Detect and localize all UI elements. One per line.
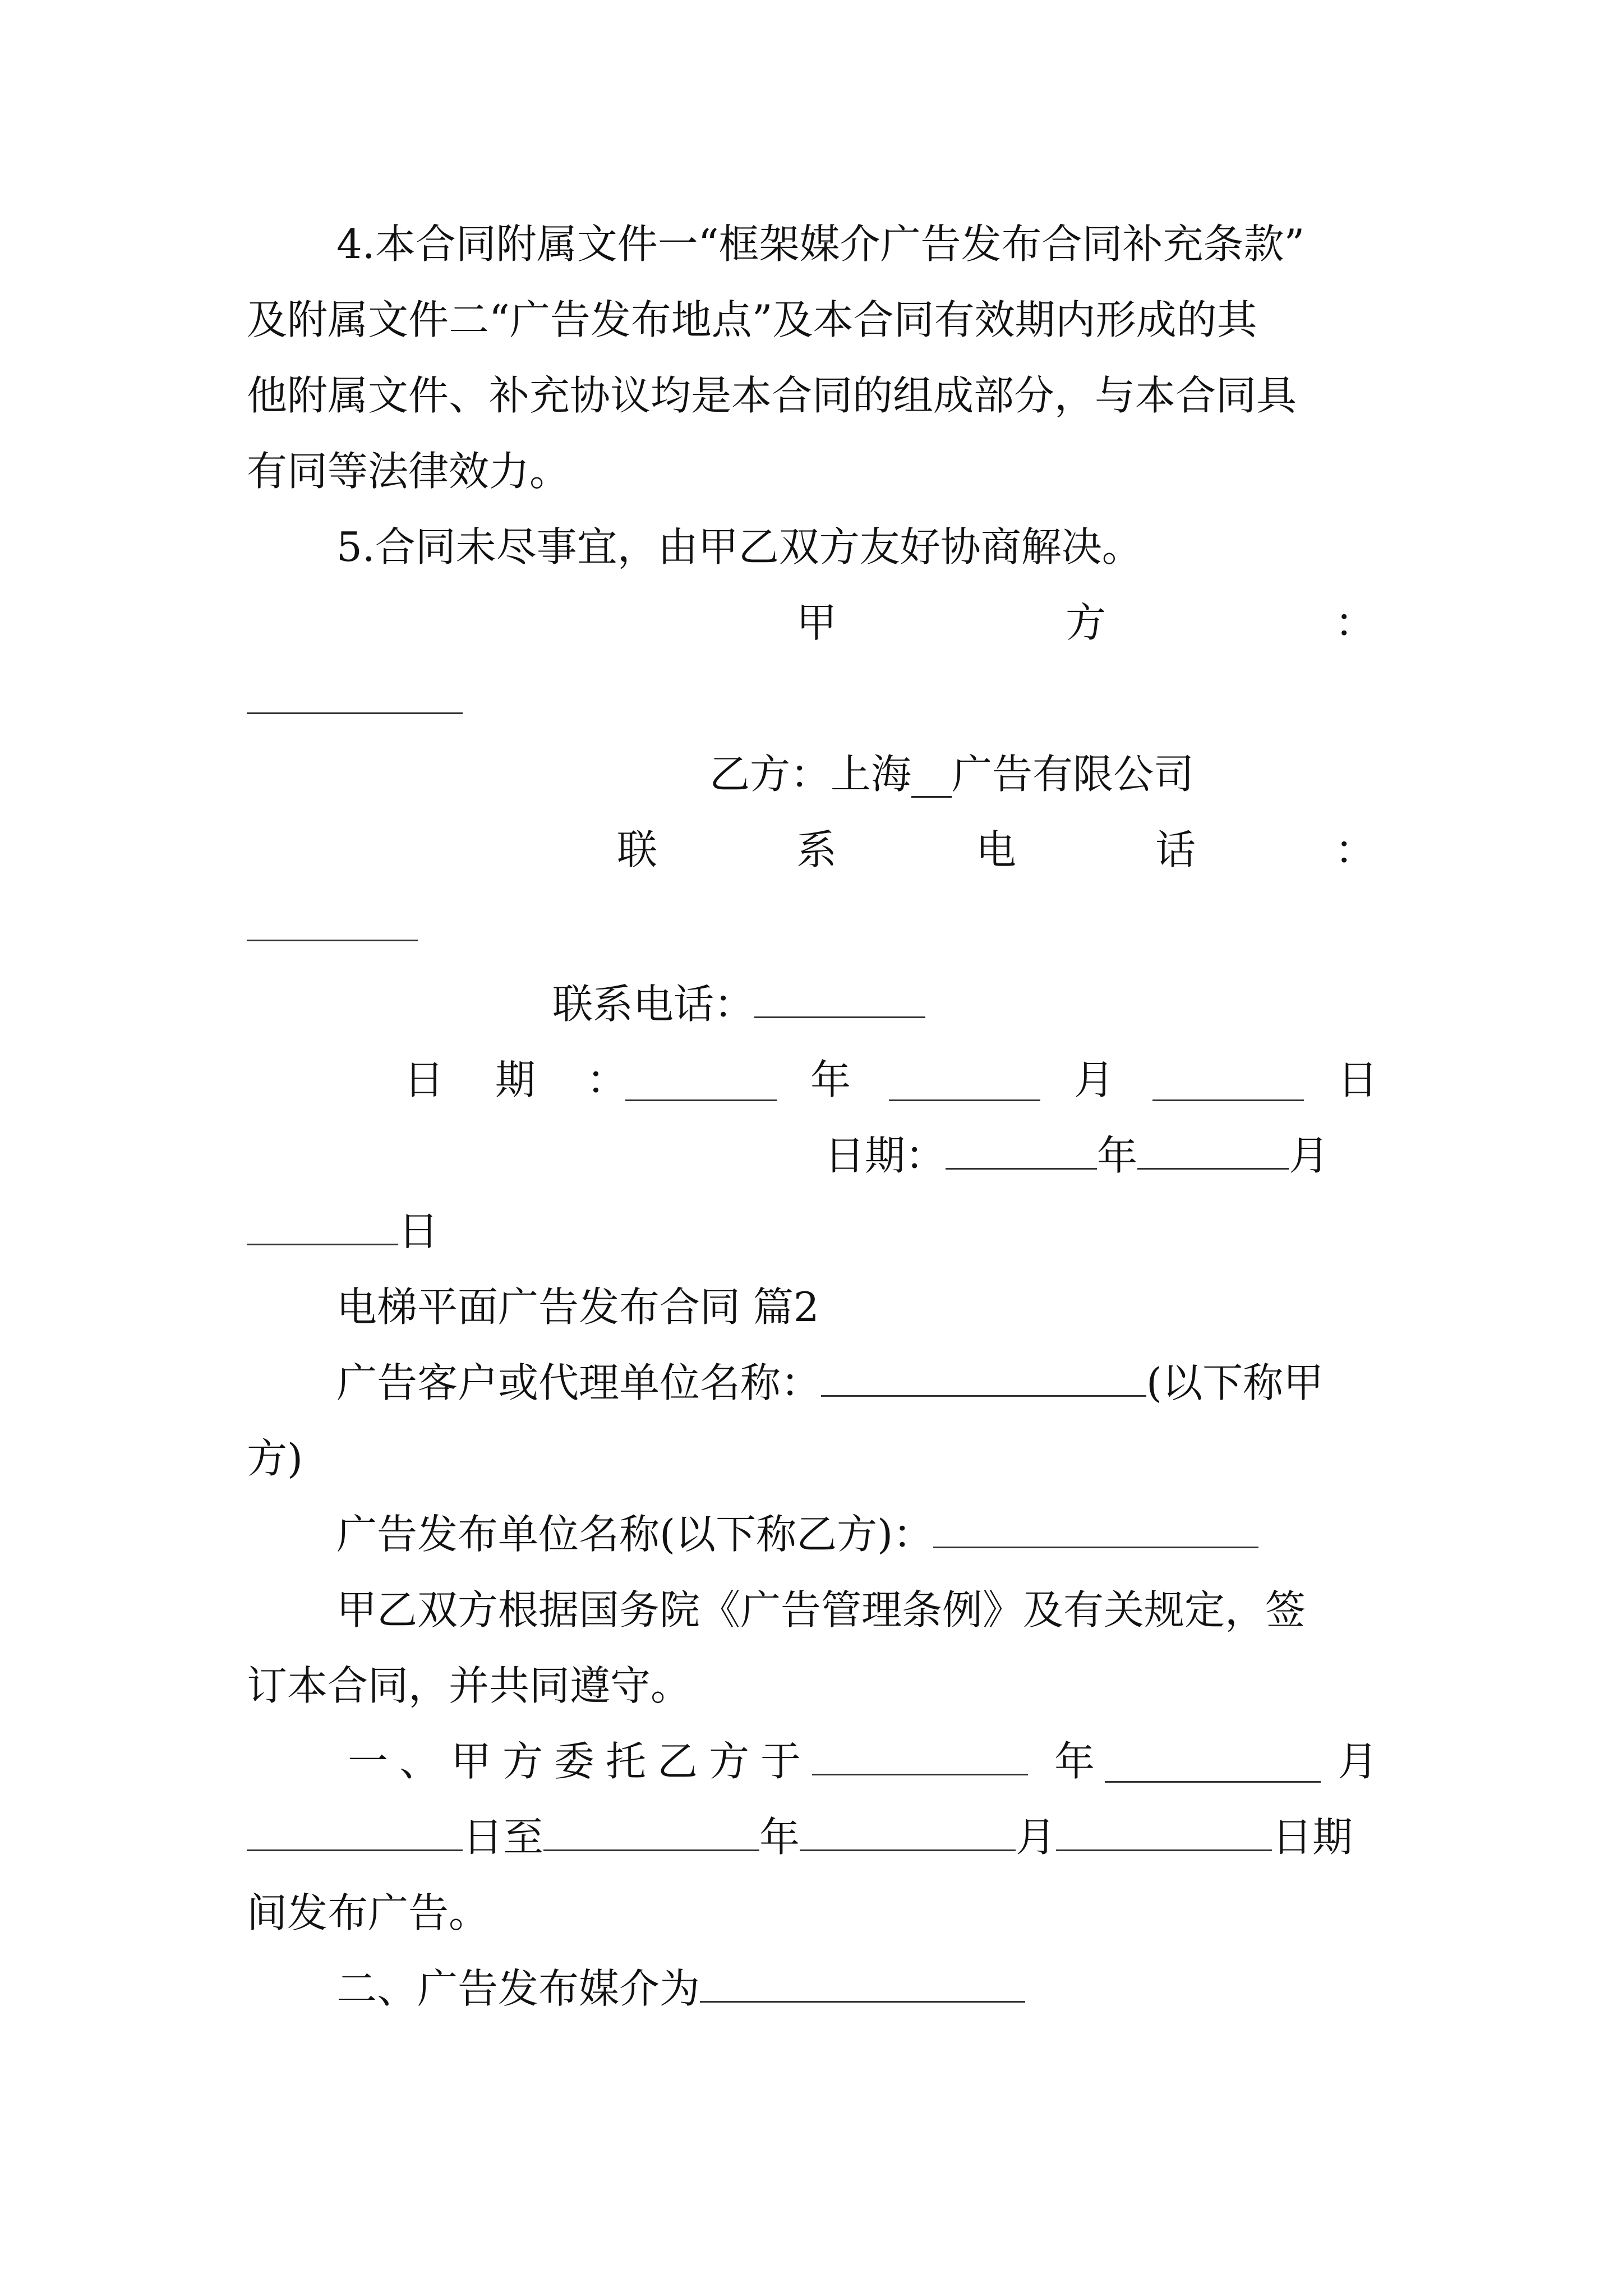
item-2-label: 二、广告发布媒介为 — [336, 1965, 700, 2012]
item-1-end-year-blank — [543, 1817, 759, 1851]
party-a-char-1: 甲 — [796, 599, 837, 646]
publisher-label: 广告发布单位名称(以下称乙方)： — [336, 1511, 934, 1558]
date-2-year-blank — [946, 1135, 1097, 1170]
date-1-line — [0, 1049, 1623, 1111]
clause-5: 5.合同未尽事宜，由甲乙双方友好协商解决。 — [336, 523, 1142, 570]
date-2-label: 日期： — [824, 1132, 946, 1179]
date-1-month: 月 — [1074, 1056, 1115, 1103]
basis-line-2: 订本合同，并共同遵守。 — [247, 1662, 691, 1709]
phone-line — [0, 819, 1623, 881]
publisher-blank — [933, 1514, 1258, 1548]
phone-colon: ： — [1335, 826, 1376, 873]
item-1-line-2 — [247, 1806, 1353, 1868]
date-1-year: 年 — [810, 1056, 851, 1103]
client-line — [336, 1352, 1324, 1414]
date-2-day-blank — [247, 1211, 398, 1245]
phone-2-label: 联系电话： — [552, 981, 755, 1028]
item-1-end-month: 月 — [1016, 1814, 1057, 1861]
phone-blank — [247, 940, 418, 941]
phone-2-line — [552, 973, 925, 1035]
phone-char-1: 联 — [617, 826, 658, 873]
item-1-period: 日期 — [1272, 1814, 1353, 1861]
party-b-line: 乙方：上海__广告有限公司 — [709, 751, 1195, 798]
item-1-month-char: 月 — [1338, 1738, 1378, 1785]
phone-char-3: 电 — [976, 826, 1017, 873]
client-suffix: (以下称甲 — [1146, 1359, 1324, 1406]
party-a-char-2: 方 — [1066, 599, 1106, 646]
date-2-day-line — [247, 1200, 439, 1262]
item-2-blank — [700, 1968, 1025, 2003]
item-1-from: 日至 — [463, 1814, 544, 1861]
client-label: 广告客户或代理单位名称： — [336, 1359, 822, 1406]
phone-char-4: 话 — [1155, 826, 1196, 873]
date-1-day: 日 — [1338, 1056, 1378, 1103]
client-blank — [821, 1363, 1146, 1397]
item-1-month-blank — [1105, 1749, 1321, 1783]
item-1-day-blank — [247, 1817, 463, 1851]
date-2-month-blank — [1137, 1135, 1289, 1170]
clause-4-line-4: 有同等法律效力。 — [247, 448, 570, 495]
date-2-day: 日 — [398, 1208, 439, 1255]
date-1-label: 日 期 ： — [404, 1056, 646, 1103]
item-1-end-day-blank — [1056, 1817, 1272, 1851]
date-1-month-blank — [889, 1067, 1040, 1101]
item-1-line-3: 间发布广告。 — [247, 1889, 490, 1936]
date-2-year: 年 — [1097, 1132, 1138, 1179]
item-2-line — [336, 1958, 1025, 2019]
section-2-title: 电梯平面广告发布合同 篇2 — [336, 1283, 819, 1331]
item-1-end-year: 年 — [759, 1814, 800, 1861]
date-1-day-blank — [1152, 1067, 1304, 1101]
item-1-line-1-tail — [0, 1731, 1623, 1792]
date-1-year-blank — [625, 1067, 777, 1101]
party-a-line — [0, 592, 1623, 654]
phone-2-blank — [754, 984, 925, 1018]
date-2-month: 月 — [1289, 1132, 1330, 1179]
clause-4-line-3: 他附属文件、补充协议均是本合同的组成部分，与本合同具 — [247, 372, 1297, 419]
item-1-year-char: 年 — [1054, 1738, 1095, 1785]
item-1-label: 一、甲方委托乙方于 — [348, 1738, 813, 1785]
clause-4-line-2: 及附属文件二“广告发布地点”及本合同有效期内形成的其 — [247, 296, 1257, 343]
client-suffix-2: 方) — [247, 1435, 303, 1482]
date-2-line — [824, 1125, 1329, 1186]
phone-char-2: 系 — [796, 826, 837, 873]
item-1-end-month-blank — [800, 1817, 1016, 1851]
basis-line-1: 甲乙双方根据国务院《广告管理条例》及有关规定，签 — [336, 1586, 1306, 1634]
party-a-blank — [247, 712, 463, 714]
clause-4-line-1: 4.本合同附属文件一“框架媒介广告发布合同补充条款” — [336, 220, 1305, 268]
publisher-line — [336, 1503, 1258, 1565]
party-a-colon: ： — [1335, 599, 1376, 646]
